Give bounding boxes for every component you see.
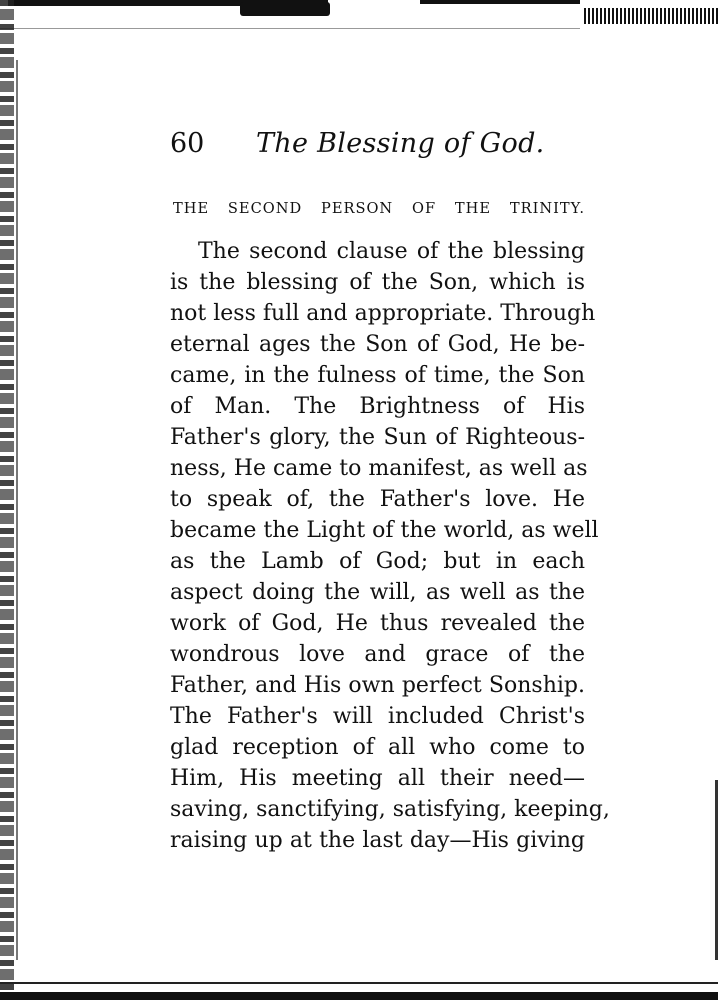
scan-artifact-left-line	[16, 60, 18, 960]
text-line: ness, He came to manifest, as well as	[170, 456, 588, 481]
scan-binding-edge	[584, 8, 718, 24]
scan-artifact-bottom-edge	[0, 992, 718, 1000]
page-number: 60	[170, 128, 205, 159]
text-line: glad reception of all who come to	[170, 735, 585, 760]
text-line: The second clause of the blessing	[198, 239, 585, 264]
text-line: to speak of, the Father's love. He	[170, 487, 585, 512]
text-line: eternal ages the Son of God, He be-	[170, 332, 585, 357]
text-line: as the Lamb of God; but in each	[170, 549, 585, 574]
scan-artifact-top	[0, 0, 718, 30]
body-paragraph	[170, 236, 610, 856]
text-line: became the Light of the world, as well	[170, 518, 599, 543]
text-line: aspect doing the will, as well as the	[170, 580, 585, 605]
text-line: Him, His meeting all their need—	[170, 766, 585, 791]
text-line: is the blessing of the Son, which is	[170, 270, 585, 295]
section-heading: THE SECOND PERSON OF THE TRINITY.	[173, 200, 585, 217]
text-line: wondrous love and grace of the	[170, 642, 585, 667]
text-line: Father, and His own perfect Sonship.	[170, 673, 585, 698]
scan-artifact-bottom-rule	[0, 982, 718, 984]
scan-blot	[240, 2, 330, 16]
text-line: of Man. The Brightness of His	[170, 394, 585, 419]
scan-rule	[0, 28, 580, 29]
text-line: came, in the fulness of time, the Son	[170, 363, 585, 388]
text-line: Father's glory, the Sun of Righteous-	[170, 425, 585, 450]
text-line: saving, sanctifying, satisfying, keeping,	[170, 797, 610, 822]
text-line: raising up at the last day—His giving	[170, 828, 585, 853]
text-line: not less full and appropriate. Through	[170, 301, 596, 326]
page-title: The Blessing of God.	[256, 128, 545, 159]
scan-artifact-left-edge	[0, 0, 14, 1000]
running-head	[170, 128, 590, 162]
scan-bar	[420, 0, 580, 4]
text-line: work of God, He thus revealed the	[170, 611, 585, 636]
text-line: The Father's will included Christ's	[170, 704, 585, 729]
